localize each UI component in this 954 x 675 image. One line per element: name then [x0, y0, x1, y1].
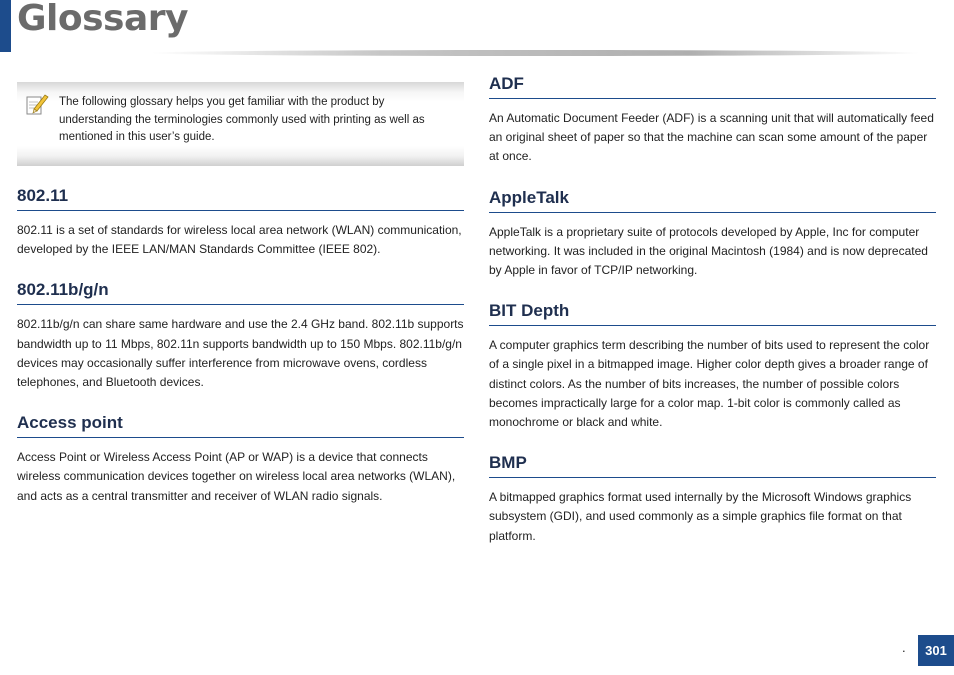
glossary-entry [489, 74, 936, 167]
term-heading: BMP [489, 453, 936, 478]
header-accent-bar [0, 0, 11, 52]
term-definition: Access Point or Wireless Access Point (AP or WAP) is a device that connects wireless communication devices together on wireless local area networks (WLAN), and acts as a central transmitter and receiver of WLAN radio signals. [17, 450, 456, 503]
glossary-entry [489, 188, 936, 281]
term-heading: 802.11b/g/n [17, 280, 464, 305]
left-column [17, 186, 464, 506]
glossary-entry [17, 280, 464, 392]
glossary-entry [489, 301, 936, 432]
note-box [17, 82, 464, 166]
term-heading: Access point [17, 413, 464, 438]
term-definition: An Automatic Document Feeder (ADF) is a scanning unit that will automatically feed an original sheet of paper so that the machine can scan some amount of the paper at once. [489, 111, 934, 164]
term-heading: ADF [489, 74, 936, 99]
page-title: Glossary [17, 0, 188, 39]
page-number-badge: 301 [918, 635, 954, 666]
term-definition: AppleTalk is a proprietary suite of protocols developed by Apple, Inc for computer networking. It was included in the original Macintosh (1984) and is now deprecated by Apple in favor of TCP/IP networking. [489, 224, 928, 278]
glossary-entry [17, 186, 464, 259]
term-heading: AppleTalk [489, 188, 936, 213]
term-definition: 802.11b/g/n can share same hardware and use the 2.4 GHz band. 802.11b supports bandwidth up to 11 Mbps, 802.11n supports bandwidth up to 150 Mbps. 802.11b/g/n devices may occasionally suffer interference from microwave ovens, cordless telephones, and Bluetooth devices. [17, 317, 464, 390]
footer-dot: . [902, 640, 906, 655]
term-heading: BIT Depth [489, 301, 936, 326]
pencil-note-icon [25, 92, 49, 118]
term-definition: 802.11 is a set of standards for wireless local area network (WLAN) communication, developed by the IEEE LAN/MAN Standards Committee (IEEE 802). [17, 223, 462, 257]
term-heading: 802.11 [17, 186, 464, 211]
title-underline [150, 50, 920, 56]
right-column [489, 74, 936, 546]
glossary-entry [17, 413, 464, 506]
note-text: The following glossary helps you get familiar with the product by understanding the terminologies commonly used with printing as well as mentioned in this user’s guide. [59, 96, 425, 143]
term-definition: A computer graphics term describing the number of bits used to represent the color of a single pixel in a bitmapped image. Higher color depth gives a broader range of distinct colors. As the number of bits increases, the number of possible colors becomes impractically large for a color map. 1-bit color is commonly called as monochrome or black and white. [489, 338, 930, 430]
term-definition: A bitmapped graphics format used internally by the Microsoft Windows graphics subsystem (GDI), and used commonly as a simple graphics file format on that platform. [489, 490, 912, 543]
glossary-entry [489, 453, 936, 546]
